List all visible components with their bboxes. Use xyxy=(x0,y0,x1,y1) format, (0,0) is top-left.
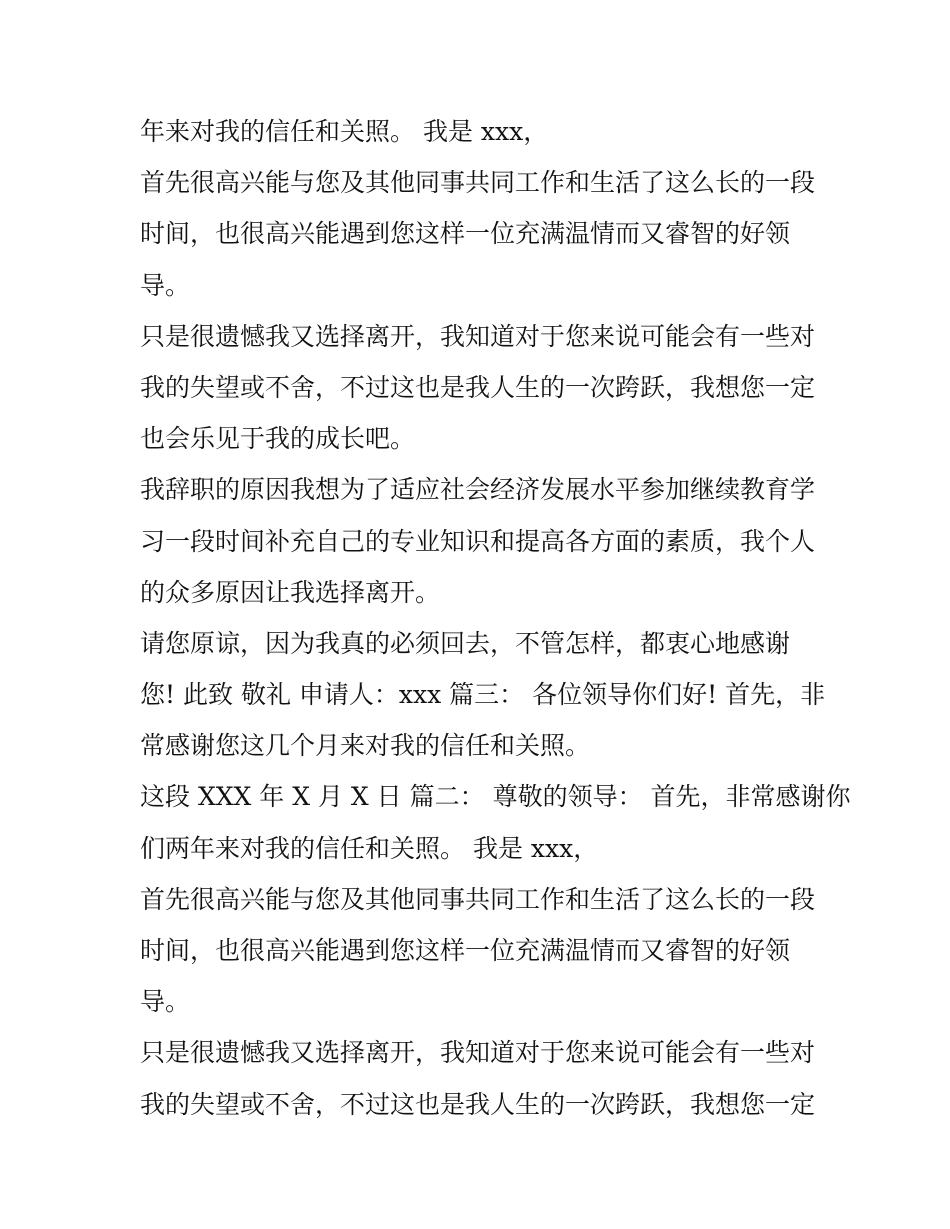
text-line: 常感谢您这几个月来对我的信任和关照。 xyxy=(140,731,591,761)
text-line: 只是很遗憾我又选择离开，我知道对于您来说可能会有一些对 xyxy=(140,1038,816,1068)
text-line: 习一段时间补充自己的专业知识和提高各方面的素质，我个人 xyxy=(140,526,816,556)
text-line: 您! 此致 敬礼 申请人：xxx 篇三： 各位领导你们好! 首先，非 xyxy=(140,680,826,710)
text-line: 只是很遗憾我又选择离开，我知道对于您来说可能会有一些对 xyxy=(140,321,816,351)
text-line: 导。 xyxy=(140,987,191,1017)
text-line: 我辞职的原因我想为了适应社会经济发展水平参加继续教育学 xyxy=(140,475,816,505)
text-line: 年来对我的信任和关照。 我是 xxx， xyxy=(140,117,549,146)
text-line: 这段 XXX 年 X 月 X 日 篇二： 尊敬的领导： 首先，非常感谢你 xyxy=(140,782,851,812)
text-line: 首先很高兴能与您及其他同事共同工作和生活了这么长的一段 xyxy=(140,884,816,914)
text-line: 我的失望或不舍，不过这也是我人生的一次跨跃，我想您一定 xyxy=(140,1089,816,1119)
text-line: 时间，也很高兴能遇到您这样一位充满温情而又睿智的好领 xyxy=(140,219,791,249)
text-line: 我的失望或不舍，不过这也是我人生的一次跨跃，我想您一定 xyxy=(140,372,816,402)
text-line: 们两年来对我的信任和关照。 我是 xxx， xyxy=(140,833,599,863)
text-line: 时间，也很高兴能遇到您这样一位充满温情而又睿智的好领 xyxy=(140,936,791,965)
text-line: 导。 xyxy=(140,270,191,300)
document-body xyxy=(140,106,851,1130)
text-line: 请您原谅，因为我真的必须回去，不管怎样，都衷心地感谢 xyxy=(140,628,791,658)
text-line: 的众多原因让我选择离开。 xyxy=(140,577,441,607)
text-line: 也会乐见于我的成长吧。 xyxy=(140,424,416,454)
text-line: 首先很高兴能与您及其他同事共同工作和生活了这么长的一段 xyxy=(140,168,816,198)
